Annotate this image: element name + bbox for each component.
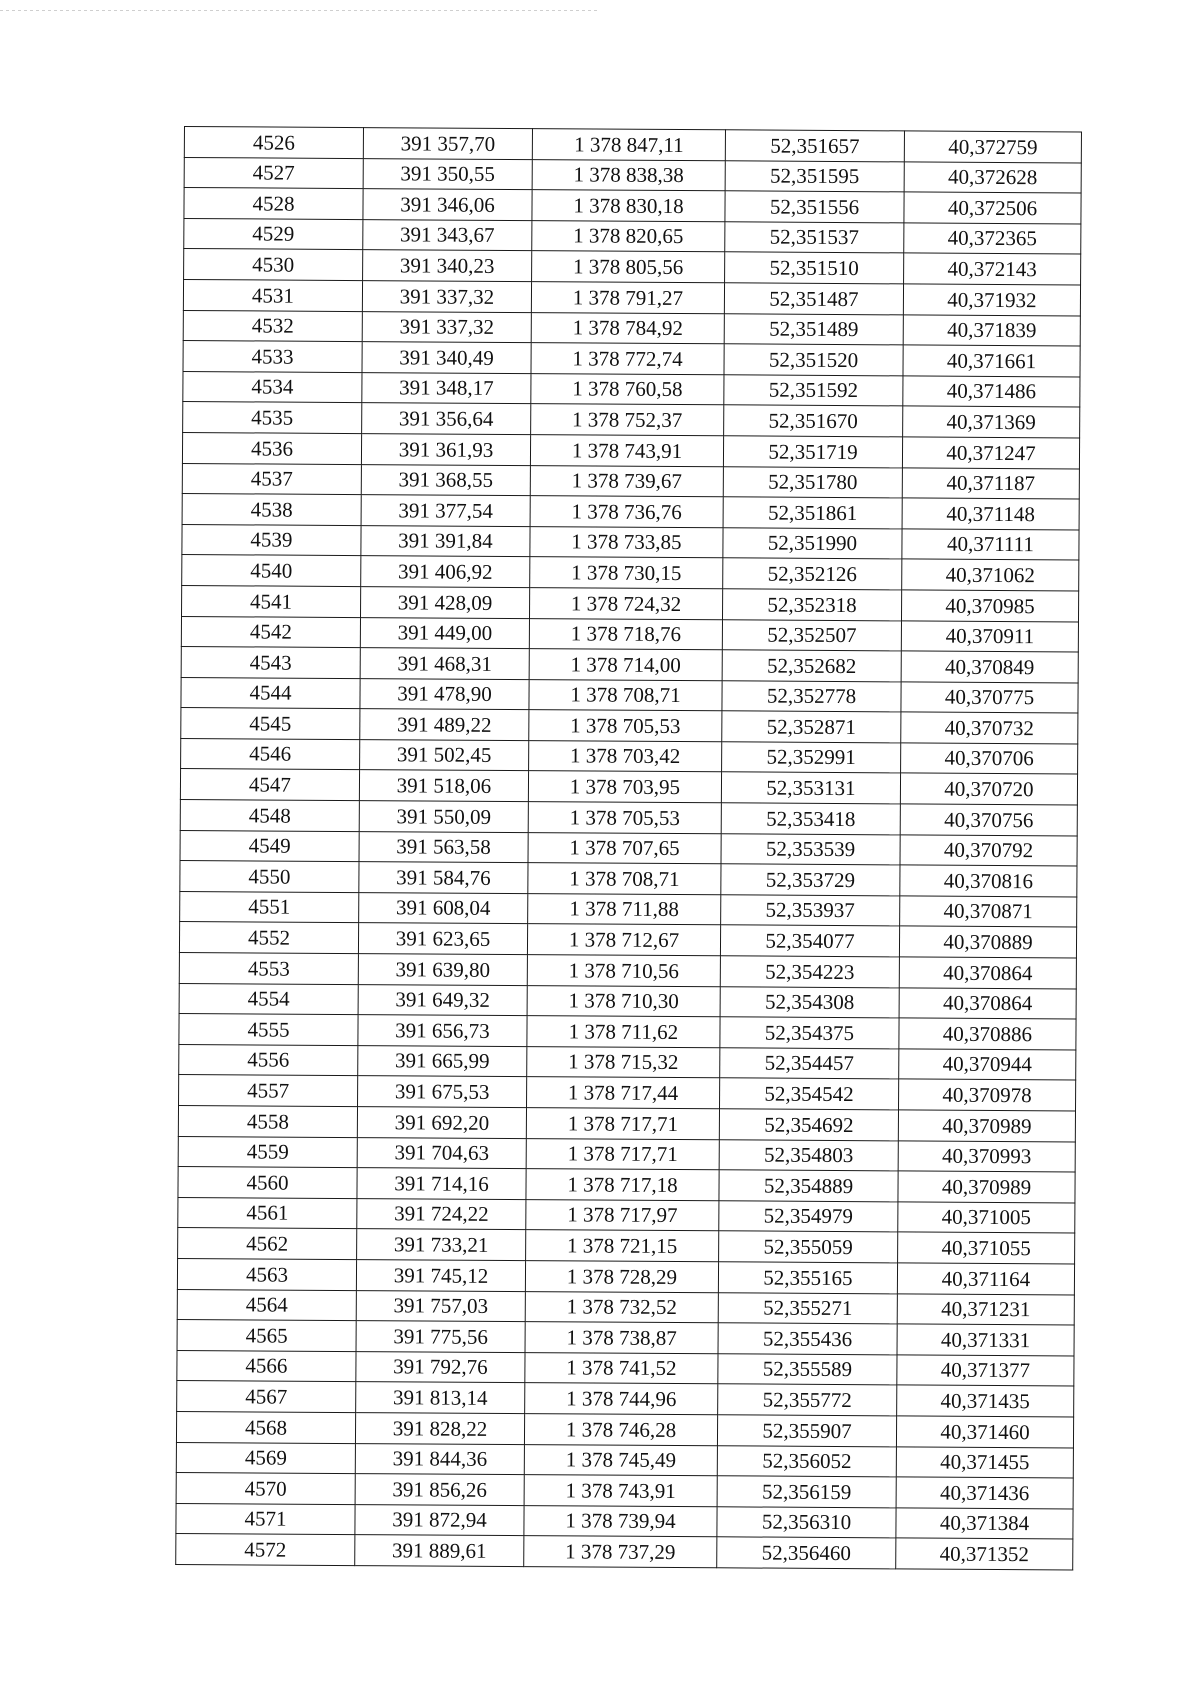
latitude-cell: 52,355589 bbox=[718, 1354, 897, 1386]
x-coordinate-cell: 391 346,06 bbox=[363, 189, 532, 221]
y-coordinate-cell: 1 378 791,27 bbox=[531, 282, 724, 314]
longitude-cell: 40,371384 bbox=[896, 1508, 1073, 1540]
x-coordinate-cell: 391 792,76 bbox=[356, 1351, 525, 1383]
x-coordinate-cell: 391 377,54 bbox=[361, 495, 530, 527]
latitude-cell: 52,355059 bbox=[719, 1231, 898, 1263]
latitude-cell: 52,352682 bbox=[722, 650, 901, 682]
latitude-cell: 52,353729 bbox=[721, 864, 900, 896]
latitude-cell: 52,351780 bbox=[723, 466, 902, 498]
point-number-cell: 4539 bbox=[182, 524, 361, 556]
latitude-cell: 52,353937 bbox=[721, 895, 900, 927]
point-number-cell: 4549 bbox=[180, 830, 359, 862]
point-number-cell: 4565 bbox=[177, 1320, 356, 1352]
y-coordinate-cell: 1 378 721,15 bbox=[526, 1230, 719, 1262]
x-coordinate-cell: 391 350,55 bbox=[363, 158, 532, 190]
longitude-cell: 40,370816 bbox=[900, 865, 1077, 897]
longitude-cell: 40,370911 bbox=[901, 620, 1078, 652]
y-coordinate-cell: 1 378 739,67 bbox=[530, 465, 723, 497]
y-coordinate-cell: 1 378 717,71 bbox=[526, 1138, 719, 1170]
y-coordinate-cell: 1 378 728,29 bbox=[525, 1261, 718, 1293]
longitude-cell: 40,371435 bbox=[897, 1385, 1074, 1417]
x-coordinate-cell: 391 704,63 bbox=[357, 1137, 526, 1169]
y-coordinate-cell: 1 378 744,96 bbox=[525, 1383, 718, 1415]
point-number-cell: 4543 bbox=[181, 647, 360, 679]
latitude-cell: 52,354077 bbox=[720, 925, 899, 957]
point-number-cell: 4528 bbox=[184, 188, 363, 220]
latitude-cell: 52,356052 bbox=[717, 1445, 896, 1477]
latitude-cell: 52,351657 bbox=[725, 130, 904, 162]
latitude-cell: 52,352778 bbox=[722, 680, 901, 712]
x-coordinate-cell: 391 714,16 bbox=[357, 1168, 526, 1200]
latitude-cell: 52,354803 bbox=[719, 1139, 898, 1171]
point-number-cell: 4533 bbox=[183, 341, 362, 373]
y-coordinate-cell: 1 378 732,52 bbox=[525, 1291, 718, 1323]
latitude-cell: 52,354375 bbox=[720, 1017, 899, 1049]
y-coordinate-cell: 1 378 847,11 bbox=[532, 129, 725, 161]
point-number-cell: 4548 bbox=[180, 800, 359, 832]
y-coordinate-cell: 1 378 772,74 bbox=[531, 343, 724, 375]
latitude-cell: 52,352871 bbox=[722, 711, 901, 743]
longitude-cell: 40,371455 bbox=[896, 1446, 1073, 1478]
x-coordinate-cell: 391 844,36 bbox=[355, 1443, 524, 1475]
longitude-cell: 40,371055 bbox=[898, 1232, 1075, 1264]
y-coordinate-cell: 1 378 708,71 bbox=[529, 679, 722, 711]
latitude-cell: 52,354889 bbox=[719, 1170, 898, 1202]
longitude-cell: 40,370886 bbox=[899, 1018, 1076, 1050]
point-number-cell: 4526 bbox=[184, 127, 363, 159]
y-coordinate-cell: 1 378 710,56 bbox=[527, 955, 720, 987]
longitude-cell: 40,370864 bbox=[899, 957, 1076, 989]
y-coordinate-cell: 1 378 710,30 bbox=[527, 985, 720, 1017]
y-coordinate-cell: 1 378 703,95 bbox=[528, 771, 721, 803]
longitude-cell: 40,371187 bbox=[902, 467, 1079, 499]
point-number-cell: 4560 bbox=[178, 1167, 357, 1199]
x-coordinate-cell: 391 608,04 bbox=[359, 892, 528, 924]
longitude-cell: 40,370849 bbox=[901, 651, 1078, 683]
latitude-cell: 52,354979 bbox=[719, 1201, 898, 1233]
latitude-cell: 52,351592 bbox=[724, 375, 903, 407]
point-number-cell: 4556 bbox=[179, 1044, 358, 1076]
y-coordinate-cell: 1 378 741,52 bbox=[525, 1352, 718, 1384]
latitude-cell: 52,351537 bbox=[725, 222, 904, 254]
x-coordinate-cell: 391 340,23 bbox=[363, 250, 532, 282]
x-coordinate-cell: 391 343,67 bbox=[363, 219, 532, 251]
point-number-cell: 4561 bbox=[178, 1197, 357, 1229]
x-coordinate-cell: 391 489,22 bbox=[360, 709, 529, 741]
x-coordinate-cell: 391 478,90 bbox=[360, 678, 529, 710]
y-coordinate-cell: 1 378 745,49 bbox=[524, 1444, 717, 1476]
x-coordinate-cell: 391 406,92 bbox=[361, 556, 530, 588]
x-coordinate-cell: 391 649,32 bbox=[358, 984, 527, 1016]
longitude-cell: 40,370732 bbox=[901, 712, 1078, 744]
point-number-cell: 4535 bbox=[183, 402, 362, 434]
latitude-cell: 52,352318 bbox=[722, 589, 901, 621]
point-number-cell: 4546 bbox=[181, 738, 360, 770]
x-coordinate-cell: 391 656,73 bbox=[358, 1015, 527, 1047]
x-coordinate-cell: 391 340,49 bbox=[362, 342, 531, 374]
y-coordinate-cell: 1 378 730,15 bbox=[530, 557, 723, 589]
y-coordinate-cell: 1 378 733,85 bbox=[530, 526, 723, 558]
x-coordinate-cell: 391 856,26 bbox=[355, 1474, 524, 1506]
x-coordinate-cell: 391 745,12 bbox=[356, 1260, 525, 1292]
longitude-cell: 40,372759 bbox=[904, 131, 1081, 163]
point-number-cell: 4562 bbox=[178, 1228, 357, 1260]
y-coordinate-cell: 1 378 830,18 bbox=[532, 190, 725, 222]
longitude-cell: 40,371062 bbox=[902, 559, 1079, 591]
y-coordinate-cell: 1 378 820,65 bbox=[532, 220, 725, 252]
longitude-cell: 40,371331 bbox=[897, 1324, 1074, 1356]
y-coordinate-cell: 1 378 711,88 bbox=[528, 893, 721, 925]
x-coordinate-cell: 391 692,20 bbox=[357, 1107, 526, 1139]
point-number-cell: 4541 bbox=[182, 585, 361, 617]
y-coordinate-cell: 1 378 724,32 bbox=[530, 588, 723, 620]
latitude-cell: 52,352126 bbox=[723, 558, 902, 590]
x-coordinate-cell: 391 724,22 bbox=[357, 1198, 526, 1230]
y-coordinate-cell: 1 378 708,71 bbox=[528, 863, 721, 895]
x-coordinate-cell: 391 733,21 bbox=[357, 1229, 526, 1261]
longitude-cell: 40,370792 bbox=[900, 835, 1077, 867]
point-number-cell: 4552 bbox=[179, 922, 358, 954]
point-number-cell: 4564 bbox=[177, 1289, 356, 1321]
latitude-cell: 52,355165 bbox=[718, 1262, 897, 1294]
latitude-cell: 52,355271 bbox=[718, 1292, 897, 1324]
coordinate-table-body bbox=[176, 127, 1082, 1570]
y-coordinate-cell: 1 378 784,92 bbox=[531, 312, 724, 344]
longitude-cell: 40,372628 bbox=[904, 161, 1081, 193]
longitude-cell: 40,371111 bbox=[902, 529, 1079, 561]
longitude-cell: 40,371460 bbox=[896, 1416, 1073, 1448]
longitude-cell: 40,371932 bbox=[903, 284, 1080, 316]
y-coordinate-cell: 1 378 712,67 bbox=[527, 924, 720, 956]
latitude-cell: 52,351719 bbox=[723, 436, 902, 468]
latitude-cell: 52,352991 bbox=[722, 742, 901, 774]
point-number-cell: 4527 bbox=[184, 157, 363, 189]
latitude-cell: 52,351556 bbox=[725, 191, 904, 223]
y-coordinate-cell: 1 378 838,38 bbox=[532, 159, 725, 191]
y-coordinate-cell: 1 378 705,53 bbox=[528, 802, 721, 834]
latitude-cell: 52,354223 bbox=[720, 956, 899, 988]
y-coordinate-cell: 1 378 717,44 bbox=[527, 1077, 720, 1109]
y-coordinate-cell: 1 378 711,62 bbox=[527, 1016, 720, 1048]
x-coordinate-cell: 391 368,55 bbox=[361, 464, 530, 496]
x-coordinate-cell: 391 348,17 bbox=[362, 372, 531, 404]
longitude-cell: 40,371486 bbox=[903, 376, 1080, 408]
point-number-cell: 4570 bbox=[176, 1473, 355, 1505]
longitude-cell: 40,371377 bbox=[897, 1355, 1074, 1387]
y-coordinate-cell: 1 378 717,97 bbox=[526, 1199, 719, 1231]
y-coordinate-cell: 1 378 718,76 bbox=[529, 618, 722, 650]
longitude-cell: 40,372143 bbox=[904, 253, 1081, 285]
point-number-cell: 4557 bbox=[179, 1075, 358, 1107]
scan-edge-line bbox=[0, 10, 600, 11]
latitude-cell: 52,353418 bbox=[721, 803, 900, 835]
point-number-cell: 4572 bbox=[176, 1534, 355, 1566]
longitude-cell: 40,371369 bbox=[903, 406, 1080, 438]
latitude-cell: 52,351520 bbox=[724, 344, 903, 376]
y-coordinate-cell: 1 378 746,28 bbox=[524, 1414, 717, 1446]
longitude-cell: 40,371247 bbox=[902, 437, 1079, 469]
point-number-cell: 4566 bbox=[177, 1350, 356, 1382]
point-number-cell: 4569 bbox=[176, 1442, 355, 1474]
latitude-cell: 52,354457 bbox=[720, 1048, 899, 1080]
longitude-cell: 40,371005 bbox=[898, 1202, 1075, 1234]
longitude-cell: 40,371148 bbox=[902, 498, 1079, 530]
point-number-cell: 4532 bbox=[183, 310, 362, 342]
y-coordinate-cell: 1 378 703,42 bbox=[529, 740, 722, 772]
x-coordinate-cell: 391 449,00 bbox=[360, 617, 529, 649]
x-coordinate-cell: 391 665,99 bbox=[358, 1045, 527, 1077]
y-coordinate-cell: 1 378 738,87 bbox=[525, 1322, 718, 1354]
point-number-cell: 4530 bbox=[184, 249, 363, 281]
x-coordinate-cell: 391 813,14 bbox=[356, 1382, 525, 1414]
longitude-cell: 40,370871 bbox=[900, 896, 1077, 928]
point-number-cell: 4567 bbox=[177, 1381, 356, 1413]
latitude-cell: 52,353539 bbox=[721, 833, 900, 865]
x-coordinate-cell: 391 584,76 bbox=[359, 862, 528, 894]
y-coordinate-cell: 1 378 752,37 bbox=[531, 404, 724, 436]
longitude-cell: 40,371436 bbox=[896, 1477, 1073, 1509]
longitude-cell: 40,371352 bbox=[896, 1538, 1073, 1570]
x-coordinate-cell: 391 872,94 bbox=[355, 1504, 524, 1536]
longitude-cell: 40,372365 bbox=[904, 223, 1081, 255]
table-row bbox=[176, 1534, 1073, 1570]
point-number-cell: 4529 bbox=[184, 218, 363, 250]
point-number-cell: 4542 bbox=[181, 616, 360, 648]
x-coordinate-cell: 391 563,58 bbox=[359, 831, 528, 863]
longitude-cell: 40,371661 bbox=[903, 345, 1080, 377]
y-coordinate-cell: 1 378 743,91 bbox=[524, 1475, 717, 1507]
x-coordinate-cell: 391 468,31 bbox=[360, 648, 529, 680]
x-coordinate-cell: 391 550,09 bbox=[359, 801, 528, 833]
point-number-cell: 4553 bbox=[179, 953, 358, 985]
latitude-cell: 52,351489 bbox=[724, 313, 903, 345]
y-coordinate-cell: 1 378 736,76 bbox=[530, 496, 723, 528]
longitude-cell: 40,371231 bbox=[897, 1293, 1074, 1325]
latitude-cell: 52,355772 bbox=[718, 1384, 897, 1416]
x-coordinate-cell: 391 828,22 bbox=[355, 1413, 524, 1445]
x-coordinate-cell: 391 391,84 bbox=[361, 525, 530, 557]
y-coordinate-cell: 1 378 743,91 bbox=[530, 435, 723, 467]
x-coordinate-cell: 391 639,80 bbox=[358, 954, 527, 986]
latitude-cell: 52,351487 bbox=[724, 283, 903, 315]
longitude-cell: 40,370944 bbox=[899, 1049, 1076, 1081]
y-coordinate-cell: 1 378 717,18 bbox=[526, 1169, 719, 1201]
x-coordinate-cell: 391 757,03 bbox=[356, 1290, 525, 1322]
longitude-cell: 40,370864 bbox=[899, 988, 1076, 1020]
x-coordinate-cell: 391 361,93 bbox=[361, 434, 530, 466]
point-number-cell: 4550 bbox=[180, 861, 359, 893]
latitude-cell: 52,351510 bbox=[725, 252, 904, 284]
y-coordinate-cell: 1 378 705,53 bbox=[529, 710, 722, 742]
x-coordinate-cell: 391 337,32 bbox=[362, 311, 531, 343]
y-coordinate-cell: 1 378 760,58 bbox=[531, 373, 724, 405]
latitude-cell: 52,356460 bbox=[717, 1537, 896, 1569]
point-number-cell: 4558 bbox=[178, 1105, 357, 1137]
latitude-cell: 52,356310 bbox=[717, 1507, 896, 1539]
point-number-cell: 4555 bbox=[179, 1014, 358, 1046]
point-number-cell: 4547 bbox=[180, 769, 359, 801]
x-coordinate-cell: 391 775,56 bbox=[356, 1321, 525, 1353]
longitude-cell: 40,372506 bbox=[904, 192, 1081, 224]
point-number-cell: 4536 bbox=[182, 432, 361, 464]
longitude-cell: 40,370978 bbox=[899, 1079, 1076, 1111]
point-number-cell: 4551 bbox=[180, 891, 359, 923]
latitude-cell: 52,351861 bbox=[723, 497, 902, 529]
y-coordinate-cell: 1 378 717,71 bbox=[526, 1108, 719, 1140]
latitude-cell: 52,355907 bbox=[717, 1415, 896, 1447]
x-coordinate-cell: 391 357,70 bbox=[363, 128, 532, 160]
latitude-cell: 52,351990 bbox=[723, 528, 902, 560]
x-coordinate-cell: 391 675,53 bbox=[358, 1076, 527, 1108]
x-coordinate-cell: 391 518,06 bbox=[359, 770, 528, 802]
longitude-cell: 40,371839 bbox=[903, 314, 1080, 346]
point-number-cell: 4554 bbox=[179, 983, 358, 1015]
point-number-cell: 4544 bbox=[181, 677, 360, 709]
longitude-cell: 40,370775 bbox=[901, 682, 1078, 714]
latitude-cell: 52,354308 bbox=[720, 986, 899, 1018]
x-coordinate-cell: 391 502,45 bbox=[360, 739, 529, 771]
x-coordinate-cell: 391 889,61 bbox=[355, 1535, 524, 1567]
point-number-cell: 4563 bbox=[177, 1258, 356, 1290]
latitude-cell: 52,355436 bbox=[718, 1323, 897, 1355]
longitude-cell: 40,370756 bbox=[900, 804, 1077, 836]
point-number-cell: 4559 bbox=[178, 1136, 357, 1168]
point-number-cell: 4571 bbox=[176, 1503, 355, 1535]
latitude-cell: 52,356159 bbox=[717, 1476, 896, 1508]
y-coordinate-cell: 1 378 715,32 bbox=[527, 1046, 720, 1078]
latitude-cell: 52,354542 bbox=[720, 1078, 899, 1110]
y-coordinate-cell: 1 378 739,94 bbox=[524, 1505, 717, 1537]
y-coordinate-cell: 1 378 707,65 bbox=[528, 832, 721, 864]
longitude-cell: 40,370706 bbox=[901, 743, 1078, 775]
point-number-cell: 4545 bbox=[181, 708, 360, 740]
x-coordinate-cell: 391 337,32 bbox=[362, 281, 531, 313]
longitude-cell: 40,370720 bbox=[900, 773, 1077, 805]
longitude-cell: 40,370989 bbox=[898, 1171, 1075, 1203]
longitude-cell: 40,370985 bbox=[901, 590, 1078, 622]
longitude-cell: 40,370993 bbox=[898, 1140, 1075, 1172]
y-coordinate-cell: 1 378 714,00 bbox=[529, 649, 722, 681]
latitude-cell: 52,351595 bbox=[725, 160, 904, 192]
point-number-cell: 4531 bbox=[183, 279, 362, 311]
x-coordinate-cell: 391 428,09 bbox=[361, 586, 530, 618]
longitude-cell: 40,370989 bbox=[898, 1110, 1075, 1142]
latitude-cell: 52,354692 bbox=[719, 1109, 898, 1141]
latitude-cell: 52,352507 bbox=[722, 619, 901, 651]
y-coordinate-cell: 1 378 737,29 bbox=[524, 1536, 717, 1568]
x-coordinate-cell: 391 623,65 bbox=[358, 923, 527, 955]
point-number-cell: 4534 bbox=[183, 371, 362, 403]
y-coordinate-cell: 1 378 805,56 bbox=[532, 251, 725, 283]
latitude-cell: 52,351670 bbox=[724, 405, 903, 437]
longitude-cell: 40,371164 bbox=[897, 1263, 1074, 1295]
x-coordinate-cell: 391 356,64 bbox=[362, 403, 531, 435]
coordinate-table bbox=[175, 126, 1082, 1570]
latitude-cell: 52,353131 bbox=[721, 772, 900, 804]
point-number-cell: 4568 bbox=[176, 1411, 355, 1443]
point-number-cell: 4537 bbox=[182, 463, 361, 495]
point-number-cell: 4538 bbox=[182, 494, 361, 526]
point-number-cell: 4540 bbox=[182, 555, 361, 587]
longitude-cell: 40,370889 bbox=[899, 926, 1076, 958]
